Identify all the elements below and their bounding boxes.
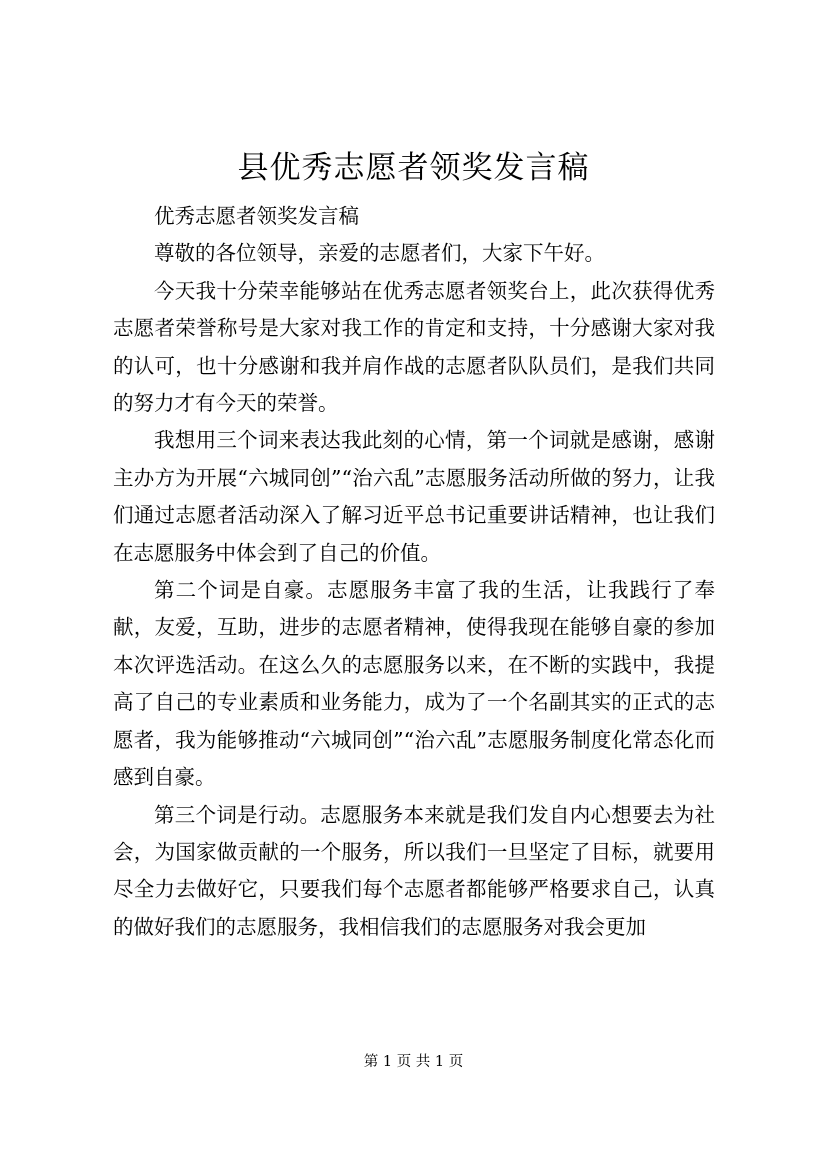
paragraph-intro: 今天我十分荣幸能够站在优秀志愿者领奖台上，此次获得优秀志愿者荣誉称号是大家对我工作的肯定和支持，十分感谢大家对我的认可，也十分感谢和我并肩作战的志愿者队队员们，是我们共同的努力才有今天的荣誉。: [113, 278, 715, 416]
paragraph-subtitle: 优秀志愿者领奖发言稿: [154, 204, 359, 228]
paragraph-thanks: 我想用三个词来表达我此刻的心情，第一个词就是感谢，感谢主办方为开展“六城同创”“治六乱”志愿服务活动所做的努力，让我们通过志愿者活动深入了解习近平总书记重要讲话精神，也让我们在志愿服务中体会到了自己的价值。: [113, 428, 715, 565]
document-title: 县优秀志愿者领奖发言稿: [237, 150, 590, 186]
paragraph-greeting: 尊敬的各位领导，亲爱的志愿者们，大家下午好。: [154, 241, 605, 266]
paragraph-action: 第三个词是行动。志愿服务本来就是我们发自内心想要去为社会，为国家做贡献的一个服务，所以我们一旦坚定了目标，就要用尽全力去做好它，只要我们每个志愿者都能够严格要求自己，认真的做好我们的志愿服务，我相信我们的志愿服务对我会更加: [113, 802, 715, 939]
document-body: [113, 198, 715, 946]
paragraph-pride: 第二个词是自豪。志愿服务丰富了我的生活，让我践行了奉献，友爱，互助，进步的志愿者精神，使得我现在能够自豪的参加本次评选活动。在这么久的志愿服务以来，在不断的实践中，我提高了自己的专业素质和业务能力，成为了一个名副其实的正式的志愿者，我为能够推动“六城同创”“治六乱”志愿服务制度化常态化而感到自豪。: [113, 578, 715, 790]
page-footer: 第 1 页 共 1 页: [363, 1054, 464, 1070]
